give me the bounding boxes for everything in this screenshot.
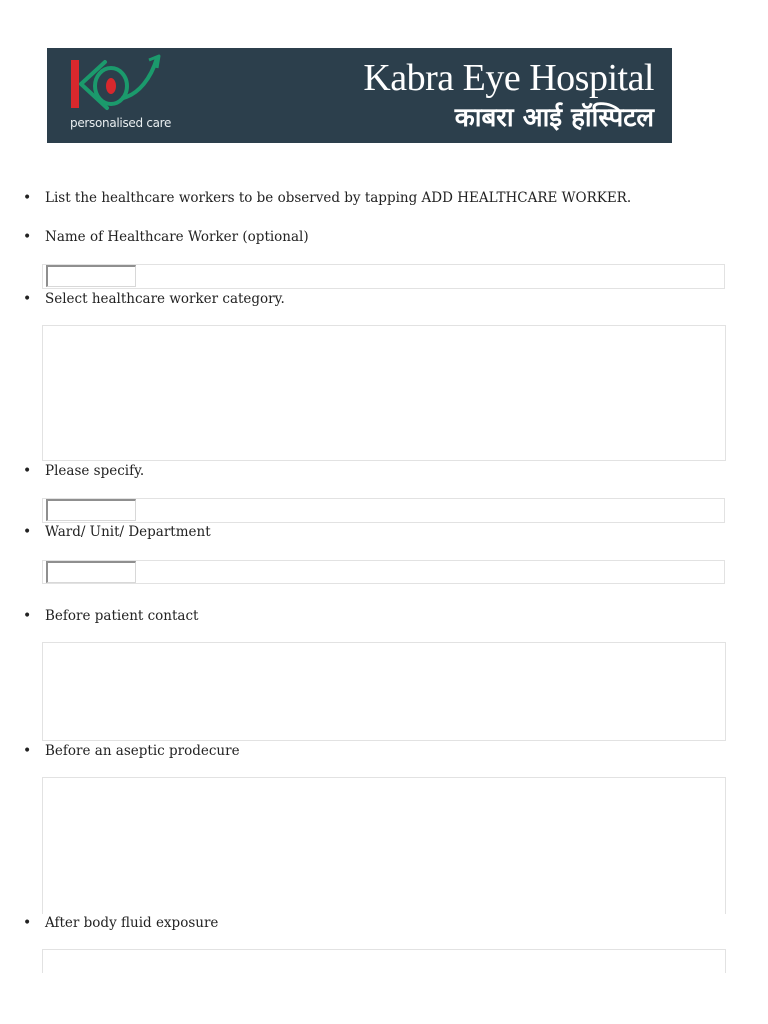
specify-label: • Please specify. [45,463,144,479]
category-label: • Select healthcare worker category. [45,291,285,307]
hospital-name: Kabra Eye Hospital [363,57,654,99]
after-fluid-box[interactable] [42,949,726,973]
category-select-box[interactable] [42,325,726,461]
ward-input[interactable] [46,561,136,583]
before-aseptic-box[interactable] [42,777,726,914]
tagline: personalised care [70,116,172,130]
before-patient-box[interactable] [42,642,726,741]
worker-name-label: • Name of Healthcare Worker (optional) [45,229,309,245]
specify-row [42,498,725,523]
ward-label: • Ward/ Unit/ Department [45,524,211,540]
intro-instruction: • List the healthcare workers to be observed by tapping ADD HEALTHCARE WORKER. [45,190,631,206]
worker-name-row [42,264,725,289]
hospital-logo-icon [65,54,195,118]
before-aseptic-label: • Before an aseptic prodecure [45,743,240,759]
header-banner [47,48,672,143]
after-fluid-label: • After body fluid exposure [45,915,218,931]
before-patient-label: • Before patient contact [45,608,198,624]
specify-input[interactable] [46,499,136,521]
worker-name-input[interactable] [46,265,136,287]
hospital-name-hindi: काबरा आई हॉस्पिटल [454,103,654,133]
ward-row [42,560,725,584]
